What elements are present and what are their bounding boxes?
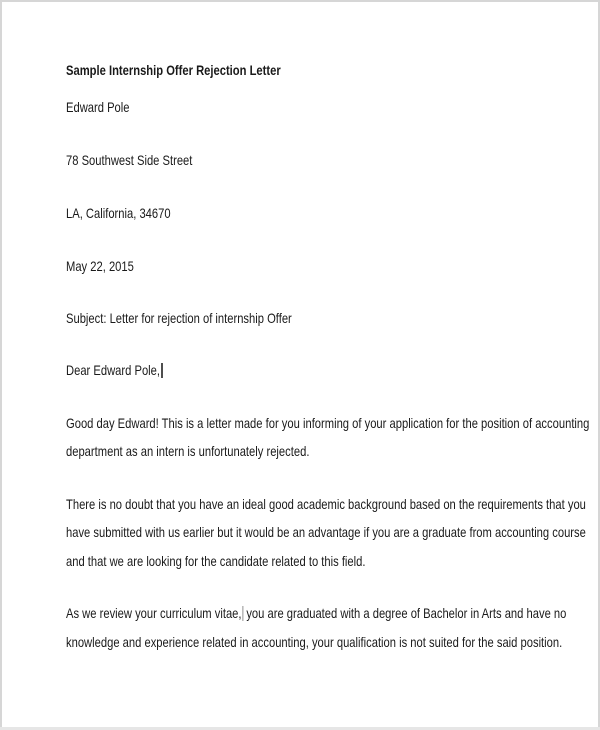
paragraph-3-part-1: As we review your curriculum vitae, <box>66 605 242 621</box>
paragraph-2-line-3: and that we are looking for the candidate related to this field. <box>66 553 366 569</box>
paragraph-3-part-2: you are graduated with a degree of Bachelor in Arts and have no <box>246 605 567 621</box>
paragraph-3-line-1 <box>66 605 566 621</box>
sender-street: 78 Southwest Side Street <box>66 152 193 168</box>
letter-title: Sample Internship Offer Rejection Letter <box>66 62 281 78</box>
salutation-line[interactable] <box>66 362 162 378</box>
sender-city: LA, California, 34670 <box>66 205 171 221</box>
salutation: Dear Edward Pole, <box>66 362 161 378</box>
letter-subject: Subject: Letter for rejection of internship Offer <box>66 310 292 326</box>
paragraph-1-line-1: Good day Edward! This is a letter made for you informing of your application for the position of accounting <box>66 415 590 431</box>
letter-date: May 22, 2015 <box>66 258 134 274</box>
paragraph-1-line-2: department as an intern is unfortunately rejected. <box>66 443 310 459</box>
paragraph-2-line-1: There is no doubt that you have an ideal good academic background based on the requirements that you <box>66 496 586 512</box>
sender-name: Edward Pole <box>66 99 130 115</box>
paragraph-3-line-2: knowledge and experience related in accounting, your qualification is not suited for the said position. <box>66 634 563 650</box>
text-cursor <box>161 363 163 378</box>
paragraph-2-line-2: have submitted with us earlier but it would be an advantage if you are a graduate from accounting course <box>66 524 586 540</box>
text-cursor-mark <box>242 606 244 621</box>
